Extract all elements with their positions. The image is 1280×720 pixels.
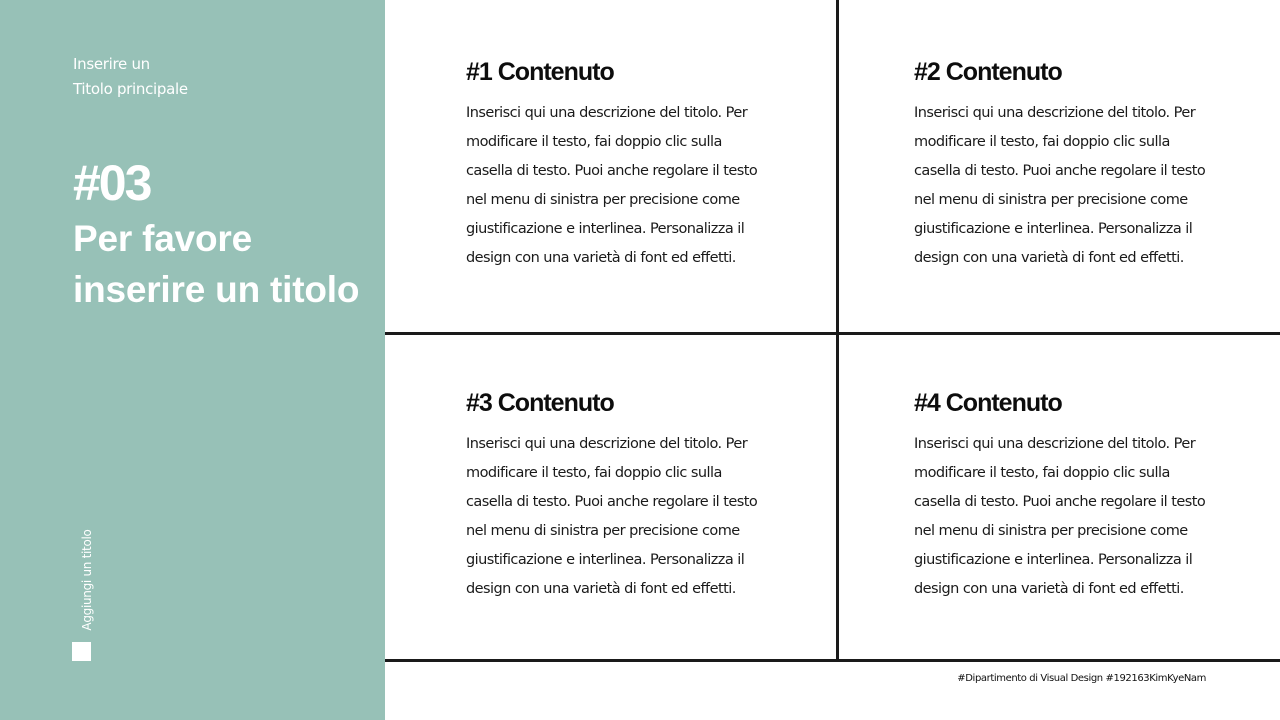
- card-3-body: [466, 430, 786, 604]
- card-3-line: modificare il testo, fai doppio clic sulla: [466, 465, 722, 481]
- card-2-line: Inserisci qui una descrizione del titolo. Per: [914, 105, 1196, 121]
- card-2-line: casella di testo. Puoi anche regolare il testo: [914, 163, 1206, 179]
- card-2-body: [914, 99, 1234, 273]
- footer-credit: #Dipartimento di Visual Design #192163KimKyeNam: [957, 673, 1206, 684]
- vertical-divider: [836, 0, 839, 661]
- card-1-line: giustificazione e interlinea. Personalizza il: [466, 221, 745, 237]
- vertical-caption: Aggiungi un titolo: [80, 529, 94, 631]
- card-1-body: [466, 99, 786, 273]
- card-1-line: Inserisci qui una descrizione del titolo. Per: [466, 105, 748, 121]
- sidebar-panel: [0, 0, 385, 720]
- card-1-line: casella di testo. Puoi anche regolare il testo: [466, 163, 758, 179]
- card-3-line: Inserisci qui una descrizione del titolo. Per: [466, 436, 748, 452]
- card-2-line: design con una varietà di font ed effetti.: [914, 250, 1184, 266]
- page-title: [73, 213, 378, 315]
- card-3-heading: #3 Contenuto: [466, 389, 614, 417]
- card-4-line: modificare il testo, fai doppio clic sulla: [914, 465, 1170, 481]
- card-4-line: nel menu di sinistra per precisione come: [914, 523, 1188, 539]
- card-4-body: [914, 430, 1234, 604]
- card-2-line: nel menu di sinistra per precisione come: [914, 192, 1188, 208]
- card-1-line: nel menu di sinistra per precisione come: [466, 192, 740, 208]
- card-4-line: casella di testo. Puoi anche regolare il testo: [914, 494, 1206, 510]
- horizontal-divider-bottom: [385, 659, 1280, 662]
- card-4-heading: #4 Contenuto: [914, 389, 1062, 417]
- subtitle-line-1: Inserire un: [73, 55, 150, 73]
- subtitle-line-2: Titolo principale: [73, 80, 188, 98]
- card-1-heading: #1 Contenuto: [466, 58, 614, 86]
- title-line-1: Per favore: [73, 218, 252, 259]
- card-2-line: giustificazione e interlinea. Personalizza il: [914, 221, 1193, 237]
- card-1-line: design con una varietà di font ed effetti.: [466, 250, 736, 266]
- card-4-line: giustificazione e interlinea. Personalizza il: [914, 552, 1193, 568]
- card-4-line: design con una varietà di font ed effetti.: [914, 581, 1184, 597]
- horizontal-divider-middle: [385, 332, 1280, 335]
- card-3-line: design con una varietà di font ed effetti.: [466, 581, 736, 597]
- section-subtitle: [73, 52, 363, 102]
- section-number: #03: [73, 155, 151, 211]
- card-3-line: nel menu di sinistra per precisione come: [466, 523, 740, 539]
- card-3-line: casella di testo. Puoi anche regolare il testo: [466, 494, 758, 510]
- square-marker: [72, 642, 91, 661]
- card-4-line: Inserisci qui una descrizione del titolo. Per: [914, 436, 1196, 452]
- card-2-heading: #2 Contenuto: [914, 58, 1062, 86]
- title-line-2: inserire un titolo: [73, 269, 360, 310]
- card-2-line: modificare il testo, fai doppio clic sulla: [914, 134, 1170, 150]
- card-1-line: modificare il testo, fai doppio clic sulla: [466, 134, 722, 150]
- card-3-line: giustificazione e interlinea. Personalizza il: [466, 552, 745, 568]
